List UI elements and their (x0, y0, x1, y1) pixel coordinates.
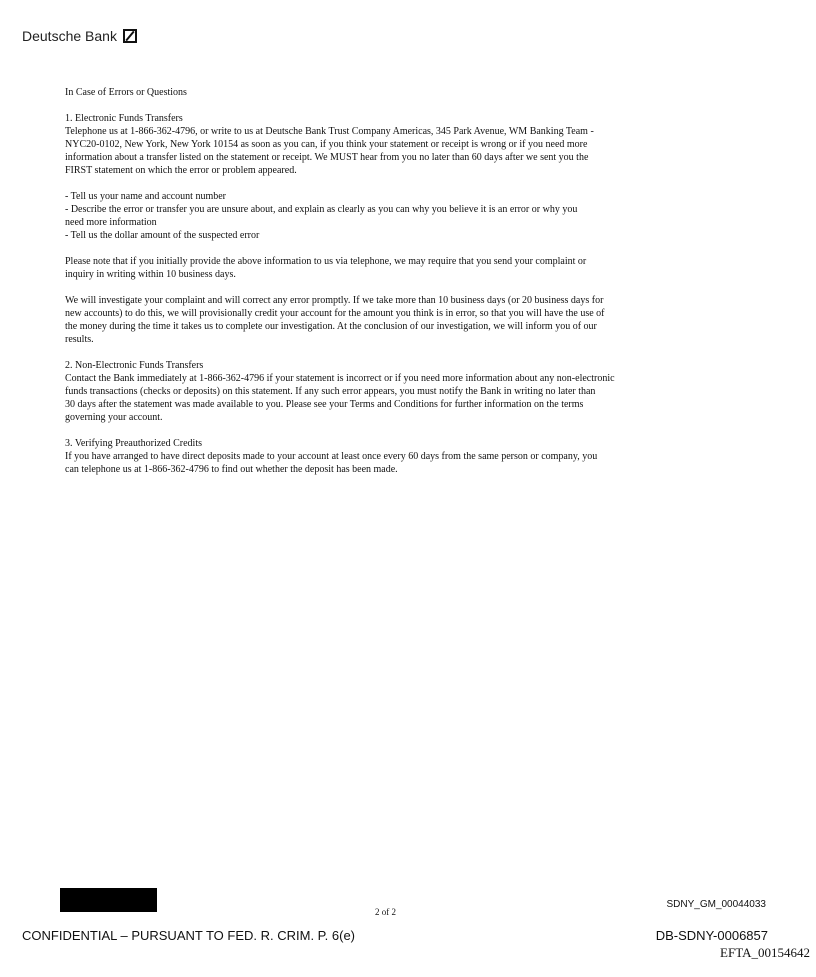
text-line: Telephone us at 1-866-362-4796, or write to us at Deutsche Bank Trust Company Americas, 345 Park Avenue, WM Banking Team - (65, 126, 594, 137)
text-line: the money during the time it takes us to complete our investigation. At the conclusion of our investigation, we will inform you of our (65, 321, 597, 332)
text-line: 30 days after the statement was made available to you. Please see your Terms and Conditions for further information on the terms (65, 399, 584, 410)
text-line: 1. Electronic Funds Transfers (65, 113, 183, 124)
text-line: Contact the Bank immediately at 1-866-362-4796 if your statement is incorrect or if you need more information about any non-electronic (65, 373, 615, 384)
text-line: results. (65, 334, 94, 345)
paragraph (65, 294, 705, 346)
text-line: need more information (65, 217, 157, 228)
text-line: new accounts) to do this, we will provisionally credit your account for the amount you think is in error, so that you will have the use of (65, 308, 605, 319)
text-line: funds transactions (checks or deposits) on this statement. If any such error appears, you must notify the Bank in writing no later than (65, 386, 596, 397)
text-line: Please note that if you initially provide the above information to us via telephone, we may require that you send your complaint or (65, 256, 587, 267)
paragraph (65, 359, 705, 424)
logo-text: Deutsche Bank (22, 28, 117, 44)
text-line: 3. Verifying Preauthorized Credits (65, 438, 203, 449)
sdny-bates-id: SDNY_GM_00044033 (666, 899, 766, 910)
page-number: 2 of 2 (375, 907, 396, 917)
heading: In Case of Errors or Questions (65, 87, 187, 98)
text-line: - Describe the error or transfer you are unsure about, and explain as clearly as you can why you believe it is an error or why you (65, 204, 578, 215)
text-line: We will investigate your complaint and will correct any error promptly. If we take more than 10 business days (or 20 business days for (65, 295, 604, 306)
text-line: 2. Non-Electronic Funds Transfers (65, 360, 204, 371)
redaction-box (60, 888, 157, 912)
text-line: If you have arranged to have direct deposits made to your account at least once every 60 days from the same person or company, you (65, 451, 598, 462)
text-line: FIRST statement on which the error or problem appeared. (65, 165, 297, 176)
confidential-notice: CONFIDENTIAL – PURSUANT TO FED. R. CRIM. P. 6(e) (22, 928, 356, 943)
bank-logo (22, 28, 137, 44)
paragraph (65, 190, 705, 242)
paragraph (65, 255, 705, 281)
paragraph (65, 112, 705, 177)
text-line: - Tell us your name and account number (65, 191, 227, 202)
efta-id: EFTA_00154642 (720, 945, 810, 960)
text-line: - Tell us the dollar amount of the suspected error (65, 230, 260, 241)
db-bates-id: DB-SDNY-0006857 (655, 928, 768, 943)
text-line: can telephone us at 1-866-362-4796 to find out whether the deposit has been made. (65, 464, 398, 475)
text-line: inquiry in writing within 10 business days. (65, 269, 236, 280)
paragraph (65, 437, 705, 476)
deutsche-bank-slash-icon (123, 29, 137, 43)
text-line: NYC20-0102, New York, New York 10154 as soon as you can, if you think your statement or receipt is wrong or if you need more (65, 139, 588, 150)
text-line: governing your account. (65, 412, 163, 423)
document-body (65, 86, 705, 489)
text-line: information about a transfer listed on the statement or receipt. We MUST hear from you no later than 60 days after we sent you the (65, 152, 589, 163)
